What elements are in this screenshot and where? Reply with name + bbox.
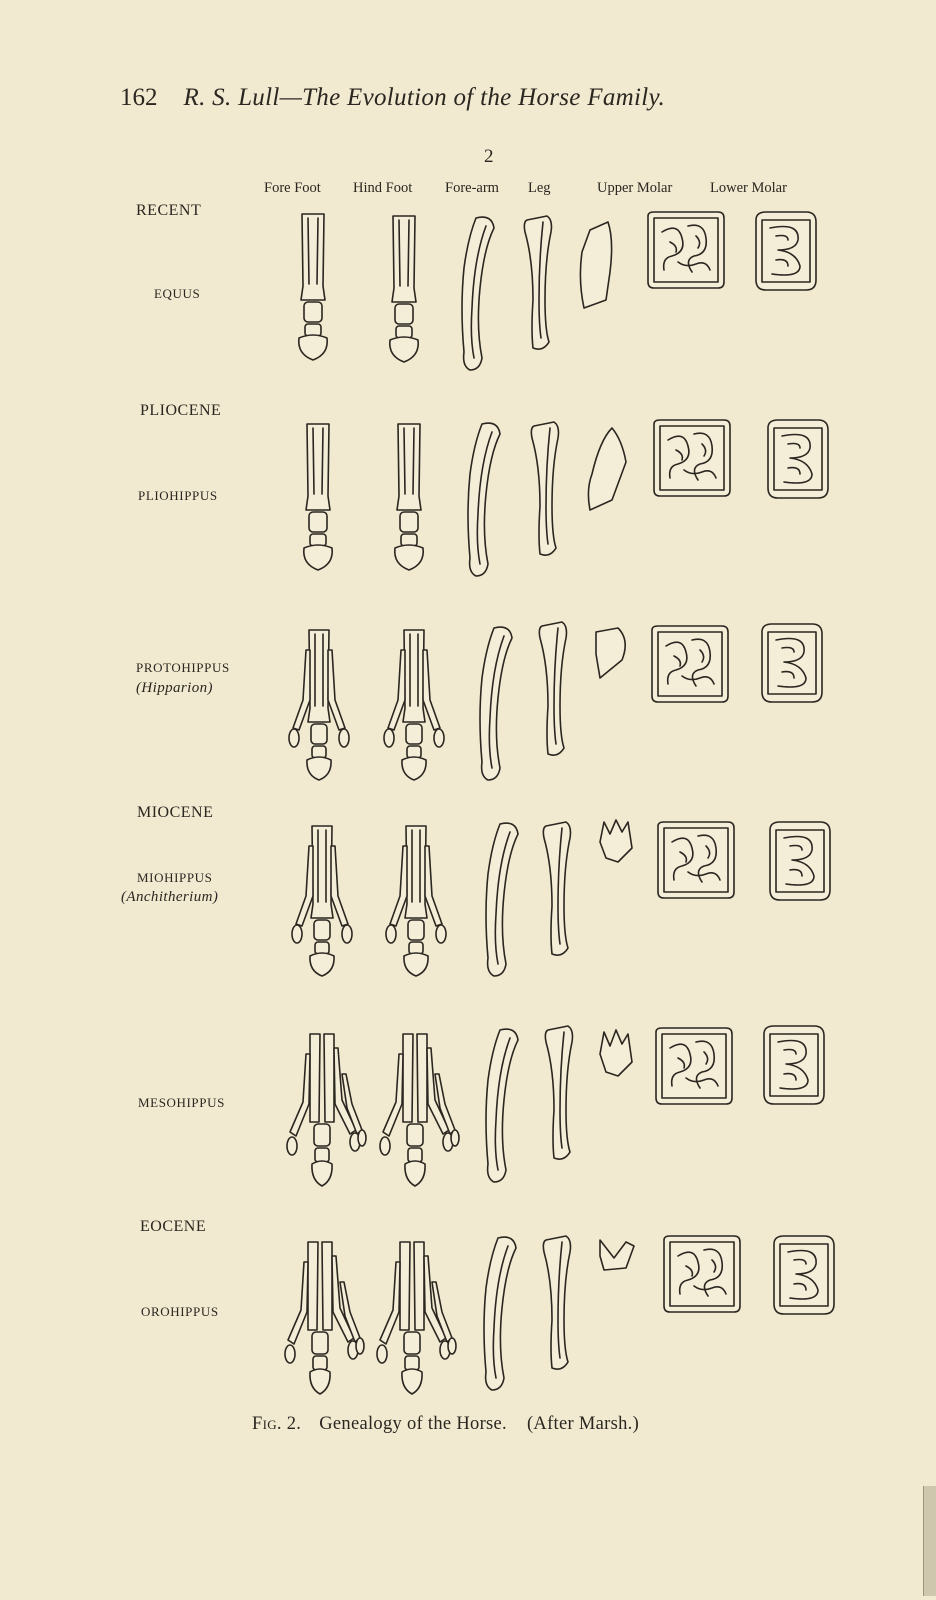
epoch-label-pliocene: PLIOCENE <box>140 402 222 419</box>
mesohippus-premolar <box>600 1030 632 1076</box>
genus-label-miohippus: MIOHIPPUS <box>137 870 213 885</box>
pliohippus-hind-foot <box>395 424 423 570</box>
column-header-fore-arm: Fore-arm <box>445 180 499 196</box>
figure-caption-label: Fig. 2. <box>252 1414 302 1434</box>
mesohippus-fore-foot <box>287 1034 366 1186</box>
genus-label-orohippus: OROHIPPUS <box>141 1304 219 1319</box>
figure-caption <box>252 1414 639 1435</box>
epoch-label-recent: RECENT <box>136 202 202 219</box>
epoch-label-eocene: EOCENE <box>140 1218 207 1235</box>
row-equus <box>299 212 816 370</box>
page-edge-shadow <box>923 1486 936 1596</box>
protohippus-hind-foot <box>384 630 444 780</box>
protohippus-upper-molar <box>652 626 728 702</box>
pliohippus-lower-molar <box>768 420 828 498</box>
column-header-upper-molar: Upper Molar <box>597 180 673 196</box>
miohippus-premolar <box>600 820 632 862</box>
equus-leg <box>524 216 551 349</box>
genus-alt-hipparion: (Hipparion) <box>136 680 213 696</box>
equus-hind-foot <box>390 216 418 362</box>
row-protohippus <box>289 622 822 780</box>
mesohippus-fore-arm <box>486 1029 518 1182</box>
mesohippus-hind-foot <box>380 1034 459 1186</box>
pliohippus-fore-arm <box>468 423 500 576</box>
row-miohippus <box>292 820 830 976</box>
column-header-leg: Leg <box>528 180 551 196</box>
protohippus-fore-arm <box>480 627 512 780</box>
pliohippus-fore-foot <box>304 424 332 570</box>
orohippus-hind-foot <box>377 1242 456 1394</box>
protohippus-tooth-profile <box>596 628 625 678</box>
column-header-lower-molar: Lower Molar <box>710 180 787 196</box>
miohippus-fore-foot <box>292 826 352 976</box>
running-title: R. S. Lull—The Evolution of the Horse Family. <box>183 84 666 111</box>
mesohippus-upper-molar <box>656 1028 732 1104</box>
miohippus-leg <box>543 822 570 955</box>
figure-number: 2 <box>484 146 494 167</box>
orohippus-fore-arm <box>484 1237 516 1390</box>
row-mesohippus <box>287 1026 824 1186</box>
miohippus-upper-molar <box>658 822 734 898</box>
equus-tooth-profile <box>580 222 611 308</box>
miohippus-hind-foot <box>386 826 446 976</box>
orohippus-premolar <box>600 1240 634 1270</box>
genus-label-mesohippus: MESOHIPPUS <box>138 1095 225 1110</box>
row-pliohippus <box>304 420 828 576</box>
pliohippus-leg <box>531 422 558 555</box>
miohippus-fore-arm <box>486 823 518 976</box>
pliohippus-upper-molar <box>654 420 730 496</box>
genus-label-equus: EQUUS <box>154 286 201 301</box>
column-header-hind-foot: Hind Foot <box>353 180 413 196</box>
page-number: 162 <box>120 84 158 111</box>
mesohippus-lower-molar <box>764 1026 824 1104</box>
mesohippus-leg <box>545 1026 572 1159</box>
row-orohippus <box>285 1236 834 1394</box>
equus-fore-foot <box>299 214 327 360</box>
epoch-label-miocene: MIOCENE <box>137 804 214 821</box>
orohippus-leg <box>543 1236 570 1369</box>
genus-alt-anchitherium: (Anchitherium) <box>121 889 219 905</box>
protohippus-fore-foot <box>289 630 349 780</box>
pliohippus-tooth-profile <box>588 428 626 510</box>
genus-label-protohippus: PROTOHIPPUS <box>136 660 230 675</box>
figure-caption-text: Genealogy of the Horse. <box>319 1414 507 1434</box>
protohippus-lower-molar <box>762 624 822 702</box>
equus-lower-molar <box>756 212 816 290</box>
genus-label-pliohippus: PLIOHIPPUS <box>138 488 218 503</box>
equus-upper-molar <box>648 212 724 288</box>
figure-caption-credit: (After Marsh.) <box>526 1414 640 1434</box>
equus-fore-arm <box>462 217 494 370</box>
miohippus-lower-molar <box>770 822 830 900</box>
orohippus-fore-foot <box>285 1242 364 1394</box>
orohippus-upper-molar <box>664 1236 740 1312</box>
column-header-fore-foot: Fore Foot <box>264 180 321 196</box>
orohippus-lower-molar <box>774 1236 834 1314</box>
protohippus-leg <box>539 622 566 755</box>
